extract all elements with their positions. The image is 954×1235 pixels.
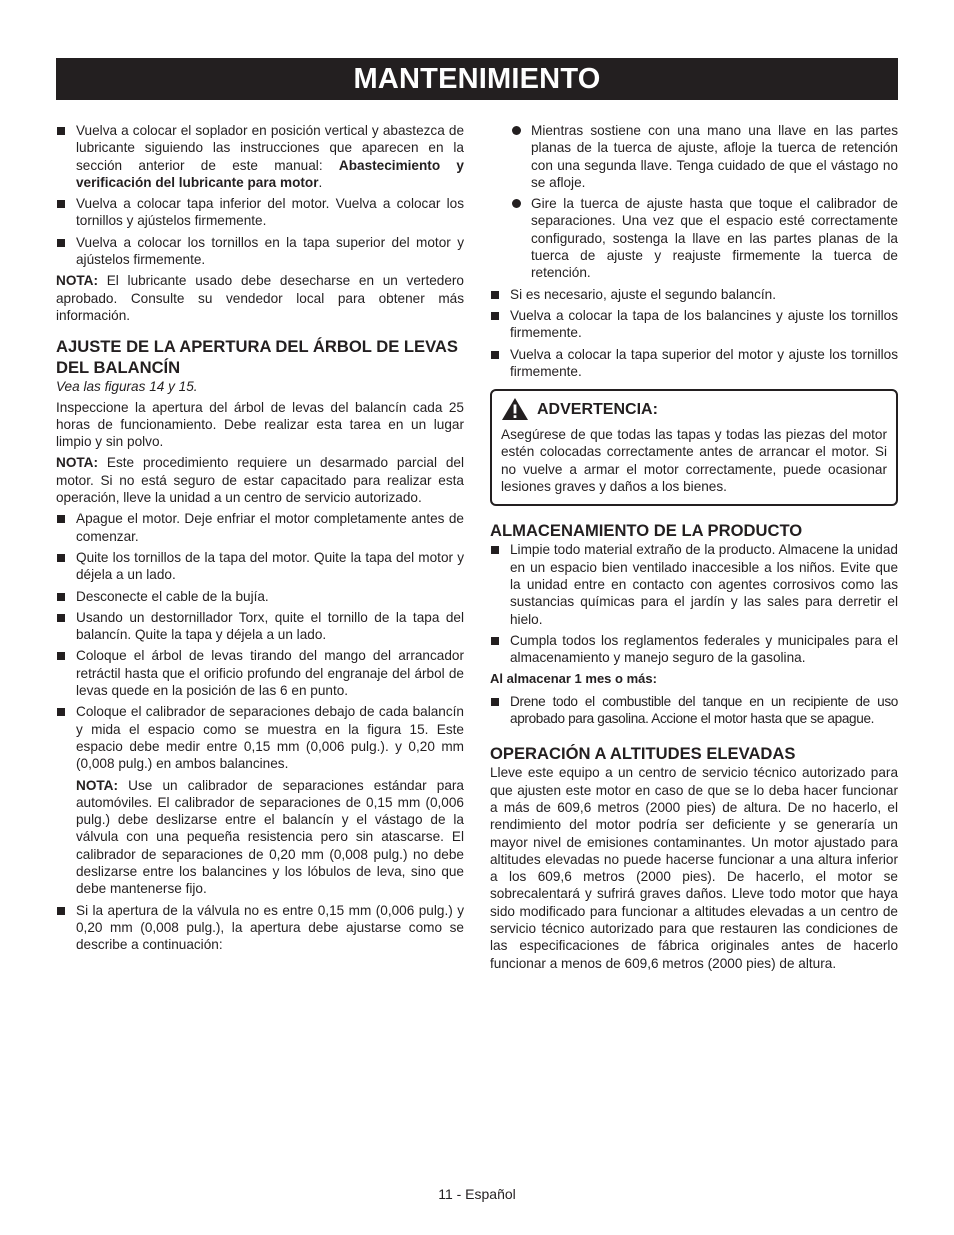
right-column <box>490 122 898 976</box>
procedure-list-continued <box>490 286 898 380</box>
figure-reference: Vea las figuras 14 y 15. <box>56 379 198 395</box>
intro-list <box>56 122 464 268</box>
procedure-list-end <box>56 902 464 954</box>
left-column <box>56 122 464 957</box>
section-heading-storage: ALMACENAMIENTO DE LA PRODUCTO <box>490 521 803 541</box>
storage-list <box>490 541 898 666</box>
warning-text: Asegúrese de que todas las tapas y todas las piezas del motor estén colocadas correctamente antes de arrancar el motor. Si no vuelve a armar el motor correctamente, puede ocasionar lesiones graves y daños a los bienes. <box>501 427 887 495</box>
warning-title: ADVERTENCIA: <box>537 400 658 418</box>
list-item: Vuelva a colocar la tapa de los balancines y ajuste los tornillos firmemente. <box>490 307 898 342</box>
section-heading-camshaft: AJUSTE DE LA APERTURA DEL ÁRBOL DE LEVAS DEL BALANCÍN <box>56 337 458 378</box>
warning-header <box>501 397 887 421</box>
list-item: Desconecte el cable de la bujía. <box>56 588 464 605</box>
storage-sub-list <box>490 693 898 728</box>
list-item: Gire la tuerca de ajuste hasta que toque el calibrador de separaciones. Una vez que el espacio esté correctamente configurado, sostenga la llave en las partes planas de la tuerca de ajuste y reajuste firmemente la tuerca de retención. <box>510 195 898 281</box>
list-item: Apague el motor. Deje enfriar el motor completamente antes de comenzar. <box>56 510 464 545</box>
emphasis-text: Abastecimiento y verificación del lubricante para motor <box>76 157 464 190</box>
warning-box <box>490 389 898 506</box>
list-item: Usando un destornillador Torx, quite el tornillo de la tapa del balancín. Quite la tapa y déjela a un lado. <box>56 609 464 644</box>
list-item: Coloque el árbol de levas tirando del mango del arrancador retráctil hasta que el orificio profundo del engranaje del árbol de levas quede en la posición de las 6 en punto. <box>56 647 464 699</box>
list-item: Drene todo el combustible del tanque en un recipiente de uso aprobado para gasolina. Accione el motor hasta que se apague. <box>490 693 898 728</box>
list-item: Coloque el calibrador de separaciones debajo de cada balancín y mida el espacio como se muestra en la figura 15. Este espacio debe medir entre 0,15 mm (0,006 pulg.). y 0,20 mm (0,008 pulg.) en ambos balancines. <box>56 703 464 772</box>
altitude-paragraph: Lleve este equipo a un centro de servicio técnico autorizado para que ajusten este motor en caso de que se lo deba hacer funcionar a más de 609,6 metros (2000 pies) de altura. De no hacerlo, el rendimiento del motor podría ser deficiente y se generaría un mayor nivel de emisiones contaminantes. Un motor ajustado para altitudes elevadas no puede hacerse funcionar a una altura inferior a los 609,6 metros (2000 pies). De hacerlo, el motor se sobrecalentará y sufrirá graves daños. Lleve todo motor que haya sido modificado para funcionar a altitudes elevadas a un centro de servicio técnico autorizado para que restauren las condiciones de las especificaciones de fábrica originales antes de hacerlo funcionar a menos de 609,6 metros (2000 pies) de altura. <box>490 765 898 971</box>
warning-triangle-icon <box>501 397 529 421</box>
list-item: Vuelva a colocar los tornillos en la tapa superior del motor y ajústelos firmemente. <box>56 234 464 269</box>
list-item: Si es necesario, ajuste el segundo balancín. <box>490 286 898 303</box>
inspect-paragraph: Inspeccione la apertura del árbol de levas del balancín cada 25 horas de funcionamiento. Debe realizar esta tarea en un lugar limpio y sin polvo. <box>56 399 464 450</box>
note-paragraph: NOTA: Este procedimiento requiere un desarmado parcial del motor. Si no está seguro de estar capacitado para realizar esta operación, lleve la unidad a un centro de servicio autorizado. <box>56 455 464 506</box>
list-item: Cumpla todos los reglamentos federales y municipales para el almacenamiento y manejo seguro de la gasolina. <box>490 632 898 667</box>
note-paragraph: NOTA: Use un calibrador de separaciones estándar para automóviles. El calibrador de separaciones de 0,15 mm (0,006 pulg.) debe deslizarse entre el balancín y el vástago de la válvula con una pequeña resistencia pero sin atascarse. El calibrador de separaciones de 0,20 mm (0,008 pulg.) no debe deslizarse entre los balancines y los lóbulos de leva, sino que debe mantenerse fijo. <box>76 777 464 897</box>
page-title: MANTENIMIENTO <box>56 58 898 100</box>
list-item: Limpie todo material extraño de la producto. Almacene la unidad en un espacio bien ventilado inaccesible a los niños. Evite que la unidad entre en contacto con agentes corrosivos como las sustancias químicas para el jardín y las sales para derretir el hielo. <box>490 541 898 627</box>
sub-step-list <box>490 122 898 282</box>
list-item: Vuelva a colocar el soplador en posición vertical y abastezca de lubricante siguiendo las instrucciones que aparecen en la sección anterior de este manual: Abastecimiento y verificación del lubricante para motor. <box>56 122 464 191</box>
list-item: Mientras sostiene con una mano una llave en las partes planas de la tuerca de ajuste, afloje la tuerca de retención con una segunda llave. Tenga cuidado de que el vástago no se afloje. <box>510 122 898 191</box>
procedure-list <box>56 510 464 772</box>
list-item: Quite los tornillos de la tapa del motor. Quite la tapa del motor y déjela a un lado. <box>56 549 464 584</box>
page-footer: 11 - Español <box>438 1186 516 1202</box>
storage-subheading: Al almacenar 1 mes o más: <box>490 671 657 687</box>
note-paragraph: NOTA: El lubricante usado debe desecharse en un vertedero aprobado. Consulte su vendedor local para obtener más información. <box>56 273 464 323</box>
section-heading-altitude: OPERACIÓN A ALTITUDES ELEVADAS <box>490 744 796 764</box>
list-item: Si la apertura de la válvula no es entre 0,15 mm (0,006 pulg.) y 0,20 mm (0,008 pulg.), la apertura debe ajustarse como se describe a continuación: <box>56 902 464 954</box>
list-item: Vuelva a colocar la tapa superior del motor y ajuste los tornillos firmemente. <box>490 346 898 381</box>
list-item: Vuelva a colocar tapa inferior del motor. Vuelva a colocar los tornillos y ajústelos firmemente. <box>56 195 464 230</box>
